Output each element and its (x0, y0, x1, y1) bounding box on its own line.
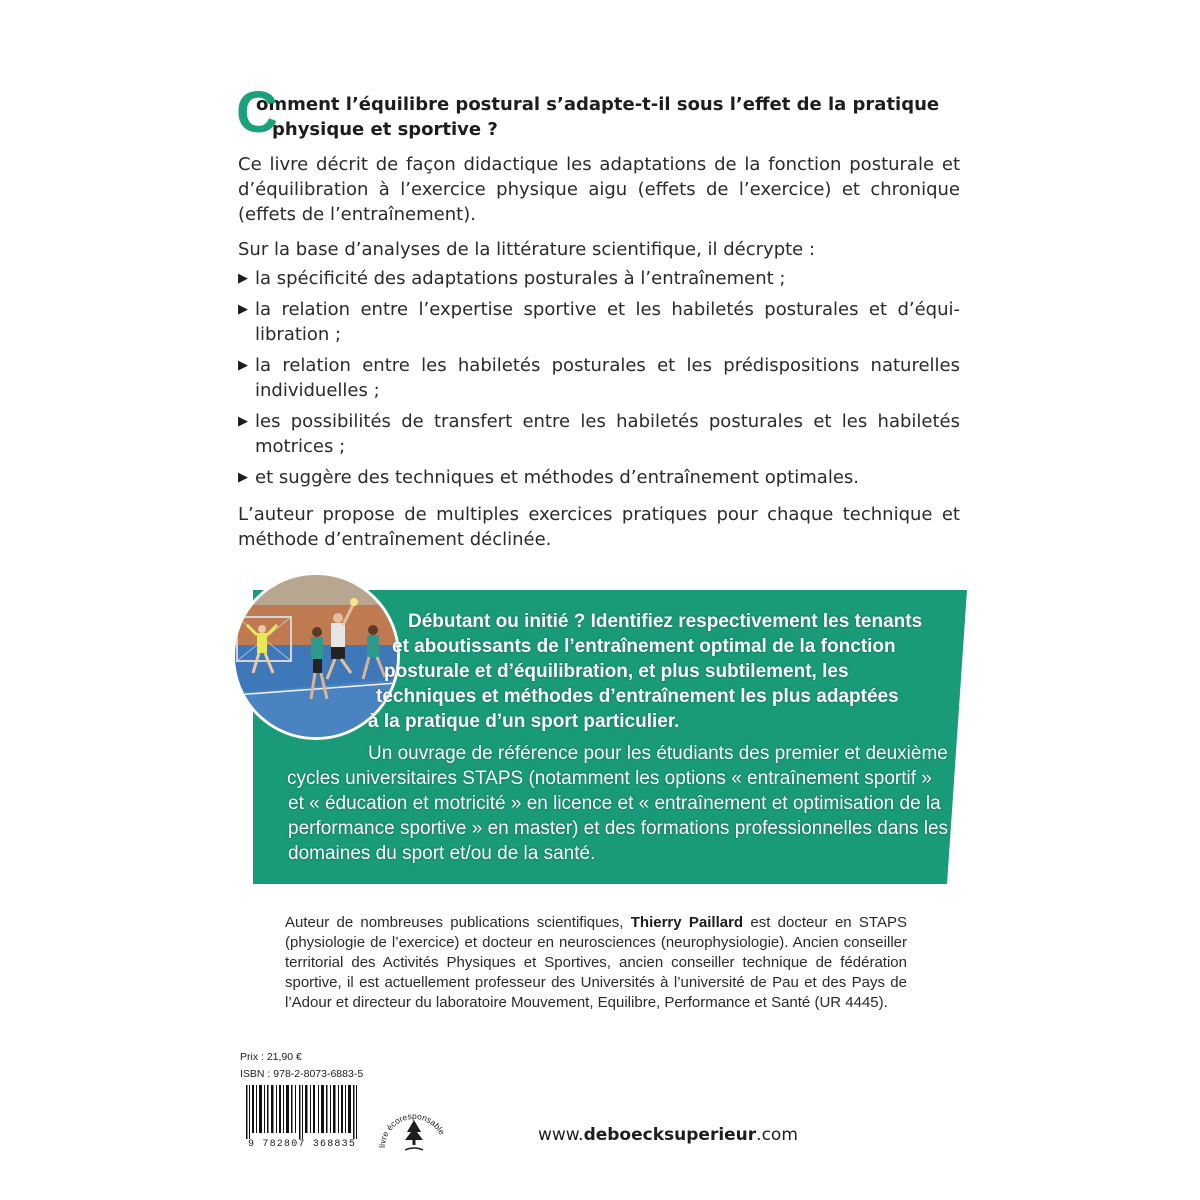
website-brand: deboecksuperieur (583, 1125, 757, 1145)
headline-initial: C (236, 80, 278, 145)
author-bio (285, 913, 907, 1013)
outro-paragraph: L’auteur propose de multiples exercices pratiques pour chaque technique et méthode d’entraînement déclinée. (238, 504, 960, 550)
box-regular-line: performance sportive » en master) et des formations professionnelles dans les (288, 818, 949, 839)
box-bold-line: techniques et méthodes d’entraînement les plus adaptées (376, 686, 899, 707)
box-regular-line: domaines du sport et/ou de la santé. (288, 843, 596, 864)
list-item-text: et suggère des techniques et méthodes d’entraînement optimales. (255, 467, 859, 488)
box-regular-line: Un ouvrage de référence pour les étudiants des premier et deuxième (368, 743, 948, 764)
website-prefix: www. (538, 1125, 584, 1145)
arrow-bullet-icon: ▶ (238, 414, 248, 429)
price-label: Prix : 21,90 € (240, 1051, 302, 1063)
list-item (238, 465, 960, 490)
box-bold-line: posturale et d’équilibration, et plus subtilement, les (384, 661, 849, 682)
barcode-number: 9 782807 368835 (248, 1139, 357, 1150)
intro-paragraph: Ce livre décrit de façon didactique les adaptations de la fonction posturale et d’équilibration à l’exercice physique aigu (effets de l’exercice) et chronique (effets de l’entraînement). (238, 154, 960, 225)
eco-label-text: livre écoresponsable (377, 1110, 448, 1149)
list-item (238, 266, 960, 291)
headline (236, 80, 976, 145)
list-item (238, 297, 960, 347)
list-item-text: les possibilités de transfert entre les habiletés posturales et les habiletés motrices ; (255, 411, 960, 457)
website-suffix: .com (756, 1125, 798, 1145)
list-item (238, 353, 960, 403)
list-item (238, 409, 960, 459)
list-item-text: la relation entre l’expertise sportive et les habiletés posturales et d’équi-libration ; (255, 299, 960, 345)
arrow-bullet-icon: ▶ (238, 271, 248, 286)
box-highlight-text (368, 609, 928, 734)
arrow-bullet-icon: ▶ (238, 470, 248, 485)
eco-responsible-book-logo (377, 1098, 451, 1156)
list-item-text: la spécificité des adaptations posturales à l’entraînement ; (255, 268, 786, 289)
box-bold-line: à la pratique d’un sport particulier. (368, 711, 680, 732)
box-description-text (287, 741, 949, 866)
headline-line-2: physique et sportive ? (272, 119, 498, 140)
arrow-bullet-icon: ▶ (238, 358, 248, 373)
isbn-label: ISBN : 978-2-8073-6883-5 (240, 1068, 364, 1080)
barcode-icon (240, 1085, 362, 1139)
box-regular-line: et « éducation et motricité » en licence et « entraînement et optimisation de la (288, 793, 941, 814)
publisher-website-link[interactable] (538, 1125, 798, 1145)
list-item-text: la relation entre les habiletés posturales et les prédispositions naturelles individuelles ; (255, 355, 960, 401)
box-regular-line: cycles universitaires STAPS (notamment les options « entraînement sportif » (287, 768, 932, 789)
headline-line-1: omment l’équilibre postural s’adapte-t-il sous l’effet de la pratique (256, 94, 940, 115)
lead-paragraph: Sur la base d’analyses de la littérature scientifique, il décrypte : (238, 239, 816, 260)
box-bold-line: et aboutissants de l’entraînement optimal de la fonction (392, 636, 896, 657)
box-bold-line: Débutant ou initié ? Identifiez respectivement les tenants (408, 611, 923, 632)
bullet-list (238, 266, 960, 496)
author-bio-body: est docteur en STAPS (physiologie de l’exercice) et docteur en neurosciences (neurophysiologie). Ancien conseiller territorial des Activités Physiques et Sportives, ancien conseiller technique de fédération sportive, il est actuellement professeur des Universités à l’université de Pau et des Pays de l’Adour et directeur du laboratoire Mouvement, Equilibre, Performance et Santé (UR 4445). (285, 914, 907, 1011)
author-bio-intro: Auteur de nombreuses publications scientifiques, (285, 914, 631, 931)
author-name: Thierry Paillard (630, 914, 744, 931)
arrow-bullet-icon: ▶ (238, 302, 248, 317)
